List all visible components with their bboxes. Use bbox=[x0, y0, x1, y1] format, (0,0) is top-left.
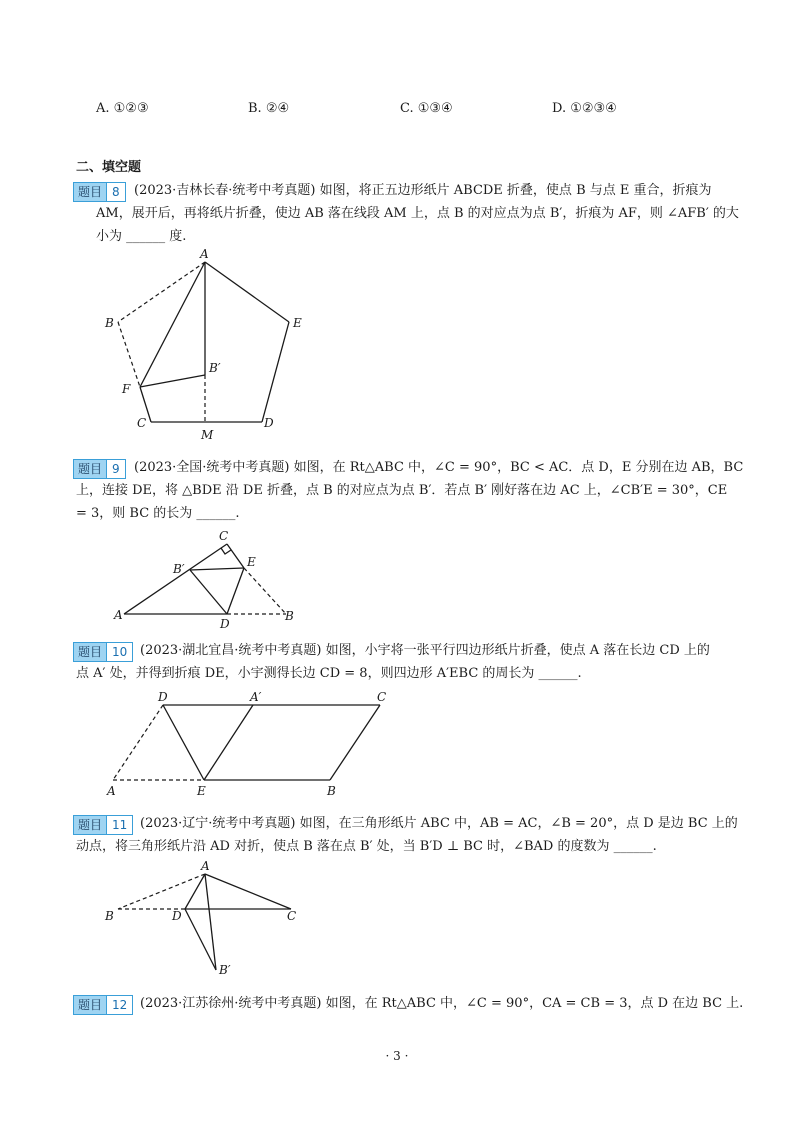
problem-tag-label: 题目 bbox=[74, 183, 106, 201]
label-c: C bbox=[137, 416, 147, 430]
dashed-ab bbox=[118, 874, 205, 909]
problem-number: 8 bbox=[106, 183, 125, 201]
label-f: F bbox=[122, 382, 131, 396]
label-b: B bbox=[327, 784, 336, 798]
option-a: A. ①②③ bbox=[96, 101, 149, 116]
page-number: · 3 · bbox=[385, 1049, 409, 1063]
edge-ac bbox=[205, 874, 291, 909]
problem-tag-label: 题目 bbox=[74, 996, 106, 1014]
segment-d-b-prime bbox=[185, 909, 216, 970]
crease-ad bbox=[185, 874, 205, 909]
label-m: M bbox=[201, 428, 214, 442]
option-d: D. ①②③④ bbox=[552, 101, 617, 116]
label-a: A bbox=[201, 859, 210, 873]
problem-tag-label: 题目 bbox=[74, 643, 106, 661]
option-b: B. ②④ bbox=[248, 101, 290, 116]
label-d: D bbox=[220, 617, 230, 631]
problem-tag-12 bbox=[73, 995, 133, 1015]
label-d: D bbox=[264, 416, 274, 430]
problem-8-line-2: AM，展开后，再将纸片折叠，使边 AB 落在线段 AM 上，点 B 的对应点为点 B′，折痕为 AF，则 ∠AFB′ 的大 bbox=[96, 206, 739, 221]
label-b-prime: B′ bbox=[173, 562, 185, 576]
label-c: C bbox=[287, 909, 297, 923]
label-c: C bbox=[219, 529, 229, 543]
problem-10-line-2: 点 A′ 处，并得到折痕 DE，小宇测得长边 CD = 8，则四边形 A′EBC 的周长为 ______. bbox=[76, 666, 582, 681]
problem-9-line-1: (2023·全国·统考中考真题) 如图，在 Rt△ABC 中，∠C = 90°，BC < AC．点 D，E 分别在边 AB，BC bbox=[134, 460, 744, 475]
problem-number: 10 bbox=[106, 643, 132, 661]
label-e: E bbox=[293, 316, 302, 330]
problem-number: 11 bbox=[106, 816, 132, 834]
label-c: C bbox=[377, 690, 387, 704]
label-b: B bbox=[285, 609, 294, 623]
problem-11-line-2: 动点，将三角形纸片沿 AD 对折，使点 B 落在点 B′ 处，当 B′D ⊥ BC 时，∠BAD 的度数为 ______. bbox=[76, 839, 657, 854]
problem-9-line-3: = 3，则 BC 的长为 ______. bbox=[76, 506, 240, 521]
segment-a-b-prime bbox=[205, 874, 216, 970]
label-a: A bbox=[114, 608, 123, 622]
option-c: C. ①③④ bbox=[400, 101, 453, 116]
label-a: A bbox=[107, 784, 116, 798]
label-e: E bbox=[247, 555, 256, 569]
problem-number: 12 bbox=[106, 996, 132, 1014]
label-b-prime: B′ bbox=[219, 963, 231, 977]
problem-8-line-3: 小为 ______ 度. bbox=[96, 229, 187, 244]
label-e: E bbox=[197, 784, 206, 798]
label-d: D bbox=[158, 690, 168, 704]
label-d: D bbox=[172, 909, 182, 923]
problem-8-line-1: (2023·吉林长春·统考中考真题) 如图，将正五边形纸片 ABCDE 折叠，使点 B 与点 E 重合，折痕为 bbox=[134, 183, 712, 198]
label-b: B bbox=[105, 909, 114, 923]
problem-9-line-2: 上，连接 DE，将 △BDE 沿 DE 折叠，点 B 的对应点为点 B′．若点 B′ 刚好落在边 AC 上，∠CB′E = 30°，CE bbox=[76, 483, 728, 498]
label-a: A bbox=[200, 247, 209, 261]
label-b: B bbox=[105, 316, 114, 330]
label-b-prime: B′ bbox=[209, 361, 221, 375]
section-title: 二、填空题 bbox=[76, 160, 142, 175]
problem-11-line-1: (2023·辽宁·统考中考真题) 如图，在三角形纸片 ABC 中，AB = AC，∠B = 20°，点 D 是边 BC 上的 bbox=[140, 816, 738, 831]
label-a-prime: A′ bbox=[250, 690, 262, 704]
problem-tag-label: 题目 bbox=[74, 460, 106, 478]
problem-number: 9 bbox=[106, 460, 125, 478]
problem-tag-label: 题目 bbox=[74, 816, 106, 834]
problem-12-line-1: (2023·江苏徐州·统考中考真题) 如图，在 Rt△ABC 中，∠C = 90°，CA = CB = 3，点 D 在边 BC 上. bbox=[140, 996, 744, 1011]
problem-10-line-1: (2023·湖北宜昌·统考中考真题) 如图，小宇将一张平行四边形纸片折叠，使点 A 落在长边 CD 上的 bbox=[140, 643, 710, 658]
